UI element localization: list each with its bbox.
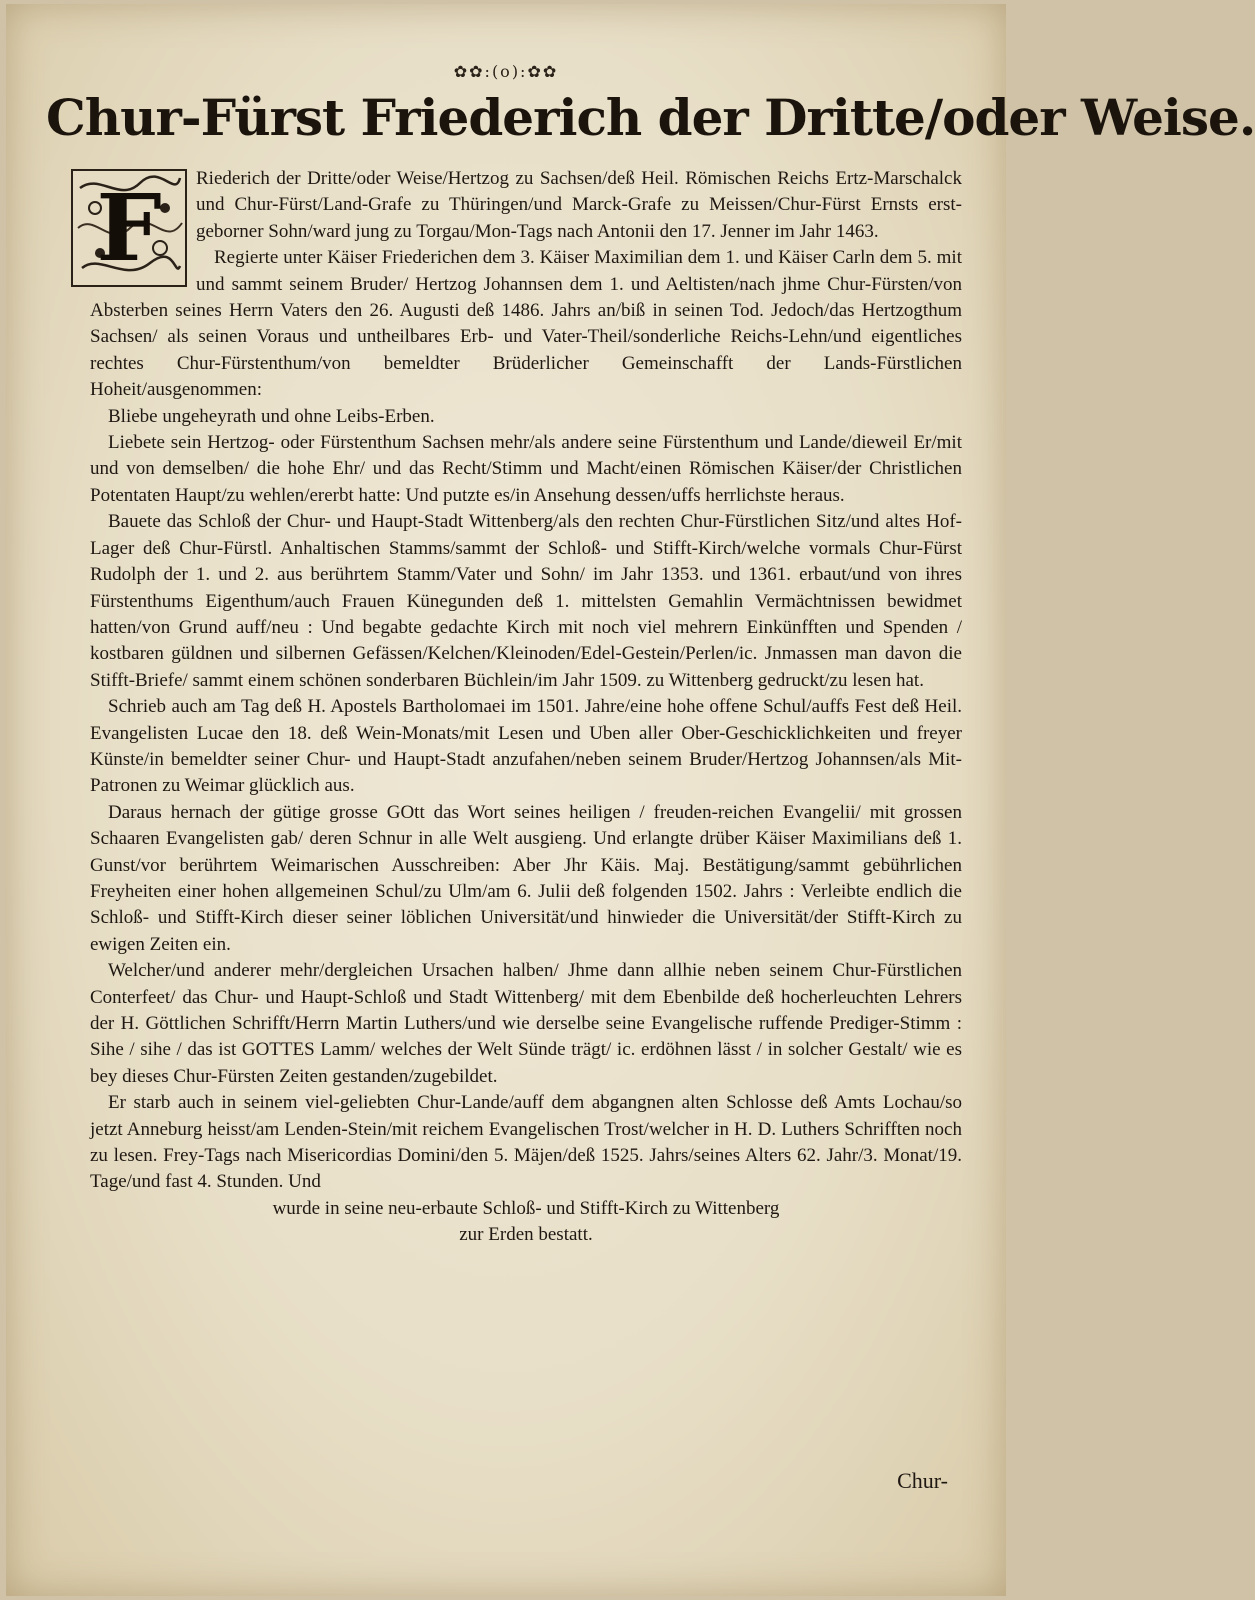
paragraph-9: Er starb auch in seinem viel-geliebten Chur-Lande/auff dem abgangnen alten Schlosse deß Amts Lochau/so jetzt Anneburg heisst/am Lenden-Stein/mit reichem Evangelischen Trost/welcher in H. D. Luthers Schrifften noch zu lesen. Frey-Tags nach Misericordias Domini/den 5. Mäjen/deß 1525. Jahrs/seines Alters 62. Jahr/3. Monat/19. Tage/und fast 4. Stunden. Und	[90, 1092, 962, 1193]
main-text	[90, 166, 962, 1249]
paragraph-8: Welcher/und anderer mehr/dergleichen Ursachen halben/ Jhme dann allhie neben seinem Chur-Fürstlichen Conterfeet/ das Chur- und Haupt-Schloß und Stadt Wittenberg/ mit dem Ebenbilde deß hocherleuchten Lehrers der H. Göttlichen Schrifft/Herrn Martin Luthers/und wie derselbe seine Evangelische ruffende Prediger-Stimm : Sihe / sihe / das ist GOTTES Lamm/ welches der Welt Sünde trägt/ ic. erdöhnen lässt / in solcher Gestalt/ wie es bey dieses Chur-Fürsten Zeiten gestanden/zugebildet.	[90, 960, 962, 1087]
page	[6, 4, 1255, 1596]
paragraph-2: Regierte unter Käiser Friederichen dem 3. Käiser Maximilian dem 1. und Käiser Carln dem 5. mit und sammt seinem Bruder/ Hertzog Johannsen dem 1. und Aeltisten/nach jhme Chur-Fürsten/von Absterben seines Herrn Vaters den 26. Augusti deß 1486. Jahrs an/biß in seinen Tod. Jedoch/das Hertzogthum Sachsen/ als seinen Voraus und untheilbares Erb- und Vater-Theil/sonderliche Reichs-Lehn/und eigentliches rechtes Chur-Fürstenthum/von bemeldter Brüderlicher Gemeinschafft der Lands-Fürstlichen Hoheit/ausgenommen:	[90, 247, 962, 401]
decorated-initial-icon	[70, 168, 188, 288]
page-title: Chur-Fürst Friederich der Dritte/oder Weise.	[46, 88, 1255, 147]
closing-line-1: wurde in seine neu-erbaute Schloß- und Stifft-Kirch zu Wittenberg	[272, 1197, 780, 1219]
closing-line-2: zur Erden bestatt.	[459, 1224, 593, 1246]
paragraph-5: Bauete das Schloß der Chur- und Haupt-Stadt Wittenberg/als den rechten Chur-Fürstlichen Sitz/und altes Hof-Lager deß Chur-Fürstl. Anhaltischen Stamms/sammt der Schloß- und Stifft-Kirch/welche vormals Chur-Fürst Rudolph der 1. und 2. aus berührtem Stamm/Vater und Sohn/ im Jahr 1353. und 1361. erbaut/und von ihres Fürstenthums Eigenthum/auch Frauen Künegunden deß 1. mittelsten Gemahlin Vermächtnissen bewidmet hatten/von Grund auff/neu : Und begabte gedachte Kirch mit noch viel mehrern Einkünfften und Spenden / kostbaren güldnen und silbernen Gefässen/Kelchen/Kleinoden/Edel-Gestein/Perlen/ic. Jnmassen man davon die Stifft-Briefe/ sammt einem schönen sonderbaren Büchlein/im Jahr 1509. zu Wittenberg gedruckt/zu lesen hat.	[90, 511, 962, 691]
paragraph-4: Liebete sein Hertzog- oder Fürstenthum Sachsen mehr/als andere seine Fürstenthum und Lande/dieweil Er/mit und von demselben/ die hohe Ehr/ und das Recht/Stimm und Macht/einen Römischen Käiser/der Christlichen Potentaten Haupt/zu wehlen/ererbt hatte: Und putzte es/in Ansehung dessen/uffs herrlichste heraus.	[90, 432, 962, 506]
catchword: Chur-	[897, 1468, 948, 1493]
paragraph-6: Schrieb auch am Tag deß H. Apostels Bartholomaei im 1501. Jahre/eine hohe offene Schul/auffs Fest deß Heil. Evangelisten Lucae den 18. deß Wein-Monats/mit Lesen und Uben aller Ober-Geschicklichkeiten und freyer Künste/in bemeldter seiner Chur- und Haupt-Stadt anzufahen/neben seinem Bruder/Hertzog Johannsen/als Mit-Patronen zu Weimar glücklich aus.	[90, 696, 962, 797]
paragraph-1-text: Riederich der Dritte/oder Weise/Hertzog zu Sachsen/deß Heil. Römischen Reichs Ertz-Marschalck und Chur-Fürst/Land-Grafe zu Thüringen/und Marck-Grafe zu Meissen/Chur-Fürst Ernsts erst-geborner Sohn/ward jung zu Torgau/Mon-Tags nach Antonii den 17. Jenner im Jahr 1463.	[196, 168, 962, 242]
paragraph-7: Daraus hernach der gütige grosse GOtt das Wort seines heiligen / freuden-reichen Evangelii/ mit grossen Schaaren Evangelisten gab/ deren Schnur in alle Welt ausgieng. Und erlangte drüber Käiser Maximilians deß 1. Gunst/vor berührtem Weimarischen Ausschreiben: Aber Jhr Käis. Maj. Bestätigung/sammt gebührlichen Freyheiten einer hohen allgemeinen Schul/zu Ulm/am 6. Julii deß folgenden 1502. Jahrs : Verleibte endlich die Schloß- und Stifft-Kirch dieser seiner löblichen Universität/und hinwieder die Universität/der Stifft-Kirch zu ewigen Zeiten ein.	[90, 801, 962, 955]
paragraph-1	[90, 166, 962, 282]
initial-letter: F	[96, 174, 162, 282]
paragraph-3: Bliebe ungeheyrath und ohne Leibs-Erben.	[108, 405, 435, 427]
header-ornament: ✿✿:(o):✿✿	[453, 62, 559, 81]
